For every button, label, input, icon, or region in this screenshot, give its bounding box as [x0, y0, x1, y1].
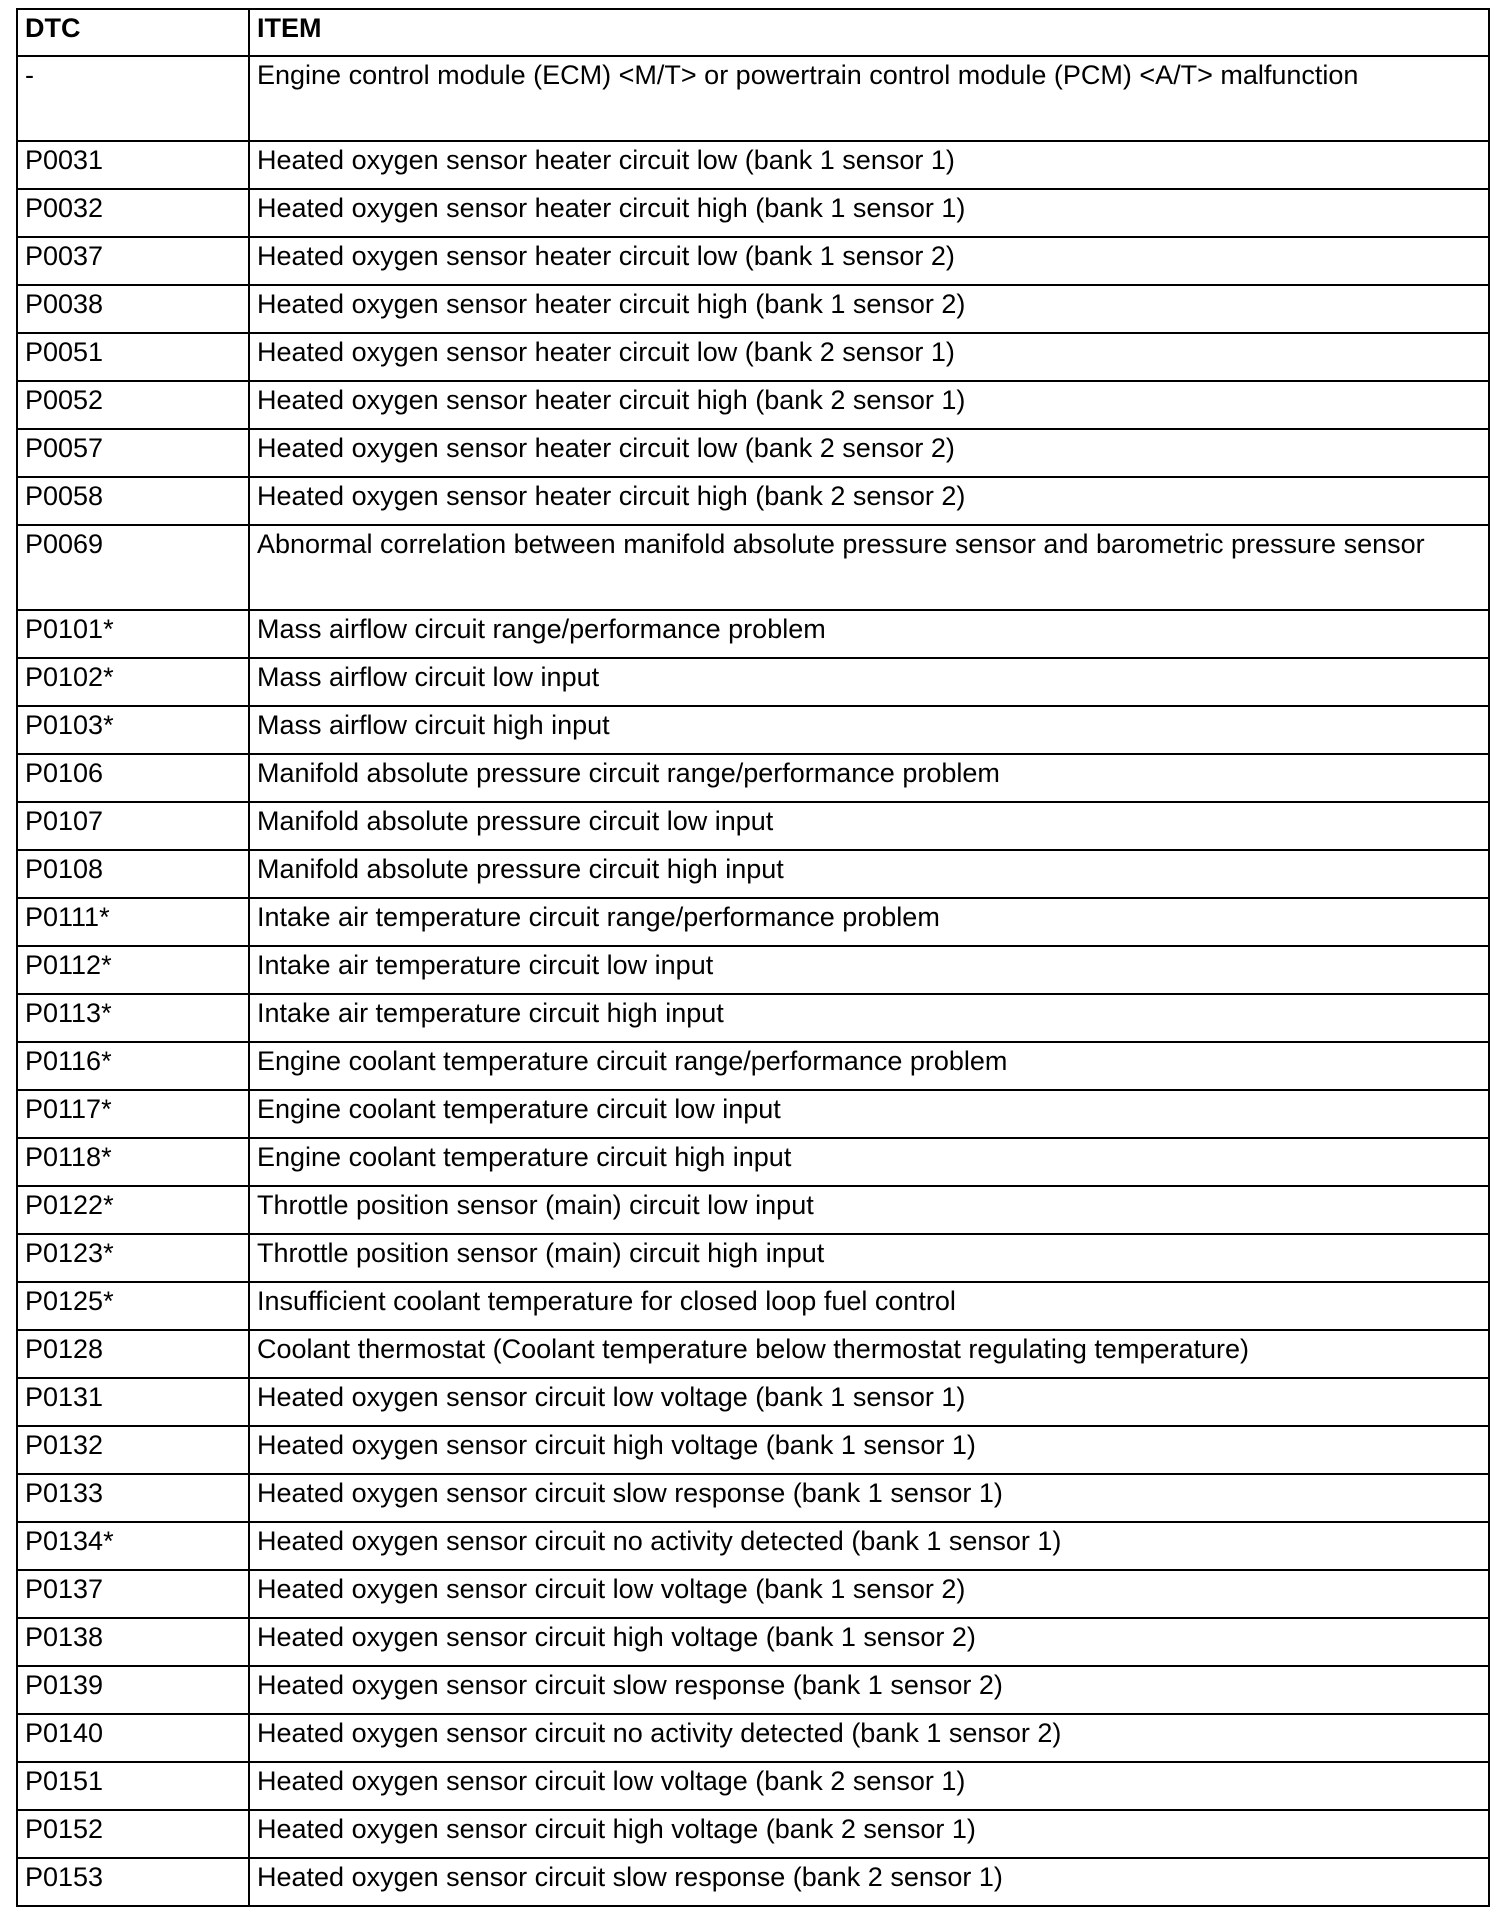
dtc-code-cell: P0111*	[17, 898, 249, 946]
table-row	[17, 333, 1489, 381]
item-description-cell: Heated oxygen sensor circuit slow response (bank 1 sensor 2)	[249, 1666, 1489, 1714]
dtc-code-cell: P0152	[17, 1810, 249, 1858]
dtc-code-cell: P0031	[17, 141, 249, 189]
dtc-code-cell: P0133	[17, 1474, 249, 1522]
item-description-cell: Heated oxygen sensor circuit slow response (bank 1 sensor 1)	[249, 1474, 1489, 1522]
item-description-cell: Heated oxygen sensor circuit high voltage (bank 1 sensor 2)	[249, 1618, 1489, 1666]
item-description-cell: Heated oxygen sensor heater circuit low (bank 2 sensor 2)	[249, 429, 1489, 477]
item-description-cell: Mass airflow circuit high input	[249, 706, 1489, 754]
item-description-cell: Insufficient coolant temperature for closed loop fuel control	[249, 1282, 1489, 1330]
dtc-code-cell: P0102*	[17, 658, 249, 706]
dtc-code-cell: P0051	[17, 333, 249, 381]
table-row	[17, 1042, 1489, 1090]
item-description-cell: Engine coolant temperature circuit high input	[249, 1138, 1489, 1186]
table-row	[17, 1426, 1489, 1474]
item-description-cell: Coolant thermostat (Coolant temperature below thermostat regulating temperature)	[249, 1330, 1489, 1378]
table-body	[17, 56, 1489, 1906]
dtc-code-cell: P0118*	[17, 1138, 249, 1186]
table-row	[17, 946, 1489, 994]
table-row	[17, 56, 1489, 141]
table-row	[17, 1762, 1489, 1810]
dtc-code-cell: P0037	[17, 237, 249, 285]
dtc-table	[16, 8, 1490, 1907]
table-row	[17, 285, 1489, 333]
table-row	[17, 429, 1489, 477]
dtc-code-cell: P0116*	[17, 1042, 249, 1090]
item-description-cell: Abnormal correlation between manifold absolute pressure sensor and barometric pressure sensor	[249, 525, 1489, 610]
dtc-code-cell: P0122*	[17, 1186, 249, 1234]
dtc-code-cell: P0069	[17, 525, 249, 610]
table-row	[17, 754, 1489, 802]
dtc-code-cell: P0117*	[17, 1090, 249, 1138]
item-description-cell: Throttle position sensor (main) circuit low input	[249, 1186, 1489, 1234]
table-row	[17, 1858, 1489, 1906]
item-description-cell: Manifold absolute pressure circuit low input	[249, 802, 1489, 850]
item-description-cell: Heated oxygen sensor circuit high voltage (bank 2 sensor 1)	[249, 1810, 1489, 1858]
dtc-code-cell: P0112*	[17, 946, 249, 994]
item-description-cell: Engine control module (ECM) <M/T> or powertrain control module (PCM) <A/T> malfunction	[249, 56, 1489, 141]
table-row	[17, 1234, 1489, 1282]
table-row	[17, 1090, 1489, 1138]
dtc-code-cell: P0132	[17, 1426, 249, 1474]
dtc-code-cell: P0131	[17, 1378, 249, 1426]
dtc-code-cell: P0032	[17, 189, 249, 237]
dtc-code-cell: P0101*	[17, 610, 249, 658]
table-row	[17, 1186, 1489, 1234]
item-description-cell: Heated oxygen sensor circuit high voltage (bank 1 sensor 1)	[249, 1426, 1489, 1474]
item-description-cell: Manifold absolute pressure circuit high input	[249, 850, 1489, 898]
dtc-code-cell: P0137	[17, 1570, 249, 1618]
table-row	[17, 706, 1489, 754]
table-row	[17, 1330, 1489, 1378]
table-row	[17, 1138, 1489, 1186]
dtc-code-cell: P0125*	[17, 1282, 249, 1330]
item-description-cell: Heated oxygen sensor heater circuit high (bank 2 sensor 2)	[249, 477, 1489, 525]
table-row	[17, 1570, 1489, 1618]
dtc-code-cell: P0153	[17, 1858, 249, 1906]
table-row	[17, 994, 1489, 1042]
table-row	[17, 898, 1489, 946]
item-description-cell: Intake air temperature circuit high input	[249, 994, 1489, 1042]
item-description-cell: Heated oxygen sensor circuit slow response (bank 2 sensor 1)	[249, 1858, 1489, 1906]
item-description-cell: Heated oxygen sensor heater circuit high (bank 1 sensor 2)	[249, 285, 1489, 333]
item-description-cell: Heated oxygen sensor circuit low voltage (bank 2 sensor 1)	[249, 1762, 1489, 1810]
table-row	[17, 1474, 1489, 1522]
item-description-cell: Intake air temperature circuit low input	[249, 946, 1489, 994]
table-row	[17, 477, 1489, 525]
item-description-cell: Heated oxygen sensor heater circuit low (bank 1 sensor 2)	[249, 237, 1489, 285]
table-row	[17, 610, 1489, 658]
dtc-code-cell: P0113*	[17, 994, 249, 1042]
header-item: ITEM	[249, 9, 1489, 56]
item-description-cell: Intake air temperature circuit range/performance problem	[249, 898, 1489, 946]
table-row	[17, 1714, 1489, 1762]
dtc-code-cell: P0139	[17, 1666, 249, 1714]
dtc-code-cell: P0052	[17, 381, 249, 429]
item-description-cell: Heated oxygen sensor circuit no activity detected (bank 1 sensor 1)	[249, 1522, 1489, 1570]
table-row	[17, 237, 1489, 285]
item-description-cell: Heated oxygen sensor circuit low voltage (bank 1 sensor 1)	[249, 1378, 1489, 1426]
dtc-code-cell: P0140	[17, 1714, 249, 1762]
item-description-cell: Throttle position sensor (main) circuit high input	[249, 1234, 1489, 1282]
item-description-cell: Manifold absolute pressure circuit range/performance problem	[249, 754, 1489, 802]
item-description-cell: Heated oxygen sensor heater circuit high (bank 1 sensor 1)	[249, 189, 1489, 237]
dtc-code-cell: P0108	[17, 850, 249, 898]
dtc-code-cell: P0107	[17, 802, 249, 850]
dtc-code-cell: P0058	[17, 477, 249, 525]
table-row	[17, 1282, 1489, 1330]
item-description-cell: Engine coolant temperature circuit low input	[249, 1090, 1489, 1138]
dtc-code-cell: P0138	[17, 1618, 249, 1666]
item-description-cell: Engine coolant temperature circuit range/performance problem	[249, 1042, 1489, 1090]
item-description-cell: Heated oxygen sensor heater circuit high (bank 2 sensor 1)	[249, 381, 1489, 429]
table-row	[17, 1378, 1489, 1426]
table-row	[17, 381, 1489, 429]
item-description-cell: Heated oxygen sensor heater circuit low (bank 1 sensor 1)	[249, 141, 1489, 189]
header-dtc: DTC	[17, 9, 249, 56]
dtc-code-cell: P0057	[17, 429, 249, 477]
dtc-code-cell: P0123*	[17, 1234, 249, 1282]
table-row	[17, 525, 1489, 610]
item-description-cell: Heated oxygen sensor circuit low voltage (bank 1 sensor 2)	[249, 1570, 1489, 1618]
dtc-code-cell: P0151	[17, 1762, 249, 1810]
dtc-code-cell: P0038	[17, 285, 249, 333]
table-row	[17, 658, 1489, 706]
dtc-code-cell: P0103*	[17, 706, 249, 754]
table-row	[17, 1522, 1489, 1570]
table-row	[17, 141, 1489, 189]
dtc-code-cell: -	[17, 56, 249, 141]
table-row	[17, 1666, 1489, 1714]
header-row	[17, 9, 1489, 56]
table-row	[17, 189, 1489, 237]
table-row	[17, 802, 1489, 850]
dtc-code-cell: P0128	[17, 1330, 249, 1378]
item-description-cell: Mass airflow circuit low input	[249, 658, 1489, 706]
item-description-cell: Heated oxygen sensor heater circuit low (bank 2 sensor 1)	[249, 333, 1489, 381]
table-row	[17, 1810, 1489, 1858]
table-row	[17, 1618, 1489, 1666]
table-row	[17, 850, 1489, 898]
dtc-code-cell: P0134*	[17, 1522, 249, 1570]
item-description-cell: Heated oxygen sensor circuit no activity detected (bank 1 sensor 2)	[249, 1714, 1489, 1762]
dtc-code-cell: P0106	[17, 754, 249, 802]
item-description-cell: Mass airflow circuit range/performance problem	[249, 610, 1489, 658]
